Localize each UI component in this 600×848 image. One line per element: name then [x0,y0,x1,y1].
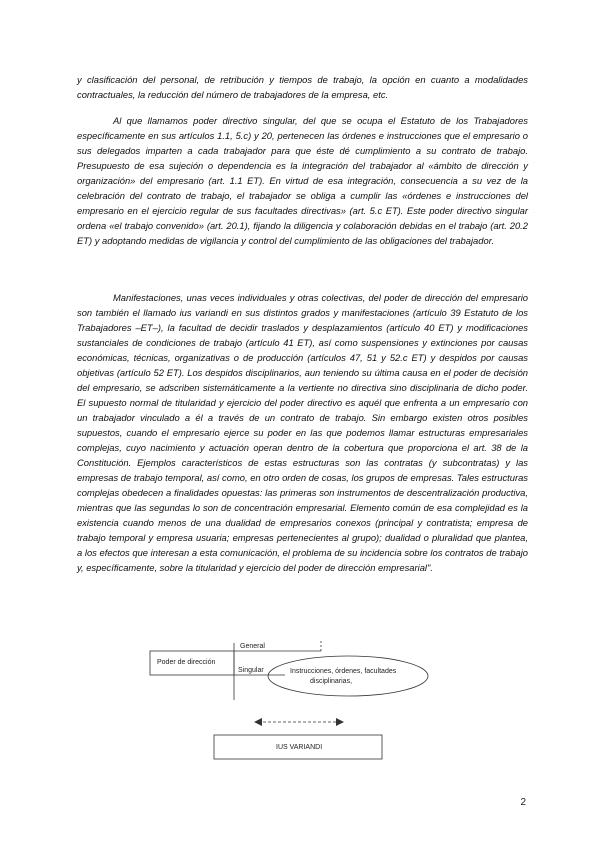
diagram-arrow-left-head [254,718,262,726]
diagram-arrow-right-head [336,718,344,726]
diagram-general-label: General [240,643,265,650]
paragraph-continuation: y clasificación del personal, de retribución y tiempos de trabajo, la opción en cuanto a modalidades contractuales, la reducción del número de trabajadores de la empresa, etc. [77,74,528,100]
diagram-ellipse-label-2: disciplinarias, [310,678,353,685]
diagram-bottom-box-label: IUS VARIANDI [276,744,323,751]
diagram-ellipse-label-1: Instrucciones, órdenes, facultades [290,668,397,675]
diagram-ellipse [268,656,428,696]
diagram-singular-label: Singular [238,667,264,674]
page-number: 2 [520,797,526,808]
diagram-root-label: Poder de dirección [157,659,216,666]
paragraph-poder-directivo-singular: Al que llamamos poder directivo singular, del que se ocupa el Estatuto de los Trabajadores específicamente en sus artículos 1.1, 5.c) y 20, pertenecen las órdenes e instrucciones que el empresario o sus delegados imparten a cada trabajador para que éste dé cumplimiento a su contrato de trabajo. Presupuesto de esa sujeción o dependencia es la integración del trabajador al «ámbito de dirección y organización» del empresario (art. 1.1 ET). En virtud de esa integración, consecuencia a su vez de la celebración del contrato de trabajo, el trabajador se obliga a cumplir las «órdenes e instrucciones del empresario en el ejercicio regular de sus facultades directivas» (art. 5.c ET). Este poder directivo singular ordena «el trabajo convenido» (art. 20.1), fijando la diligencia y colaboración debidas en el trabajo (art. 20.2 ET) y adoptando medidas de vigilancia y control del cumplimiento de las obligaciones del trabajador. [77,115,528,246]
paragraph-manifestaciones: Manifestaciones, unas veces individuales y otras colectivas, del poder de dirección del empresario son también el llamado ius variandi en sus distintos grados y manifestaciones (artículo 39 Estatuto de los Trabajadores –ET–), la facultad de decidir traslados y desplazamientos (artículo 40 ET) y modificaciones sustanciales de condiciones de trabajo (artículo 41 ET), así como suspensiones y extinciones por causas económicas, técnicas, organizativas o de producción (artículos 47, 51 y 52.c ET) y despidos por causas objetivas (artículo 52 ET). Los despidos disciplinarios, aun teniendo su última causa en el poder de decisión del empresario, se adscriben sistemáticamente a la vertiente no directiva sino disciplinaria de dicho poder. El supuesto normal de titularidad y ejercicio del poder directivo es aquél que enfrenta a un empresario con un trabajador vinculado a él a través de un contrato de trabajo. Sin embargo existen otros posibles supuestos, cuando el empresario ejerce su poder en las que podemos llamar estructuras empresariales complejas, cuyo nacimiento y actuación operan dentro de la cobertura que proporciona el art. 38 de la Constitución. Ejemplos característicos de estas estructuras son las contratas (y subcontratas) y las empresas de trabajo temporal, así como, en otro orden de cosas, los grupos de empresas. Tales estructuras complejas obedecen a finalidades opuestas: las primeras son instrumentos de descentralización productiva, mientras que las segundas lo son de concentración empresarial. Elemento común de esa complejidad es la existencia cuando menos de una dualidad de empresarios conexos (principal y contratista; empresa de trabajo temporal y empresa usuaria; empresas pertenecientes al grupo); dualidad o pluralidad que plantea, a los efectos que interesan a esta comunicación, el problema de su incidencia sobre los contratos de trabajo y, específicamente, sobre la titularidad y ejercicio del poder de dirección empresarial". [77,292,528,573]
